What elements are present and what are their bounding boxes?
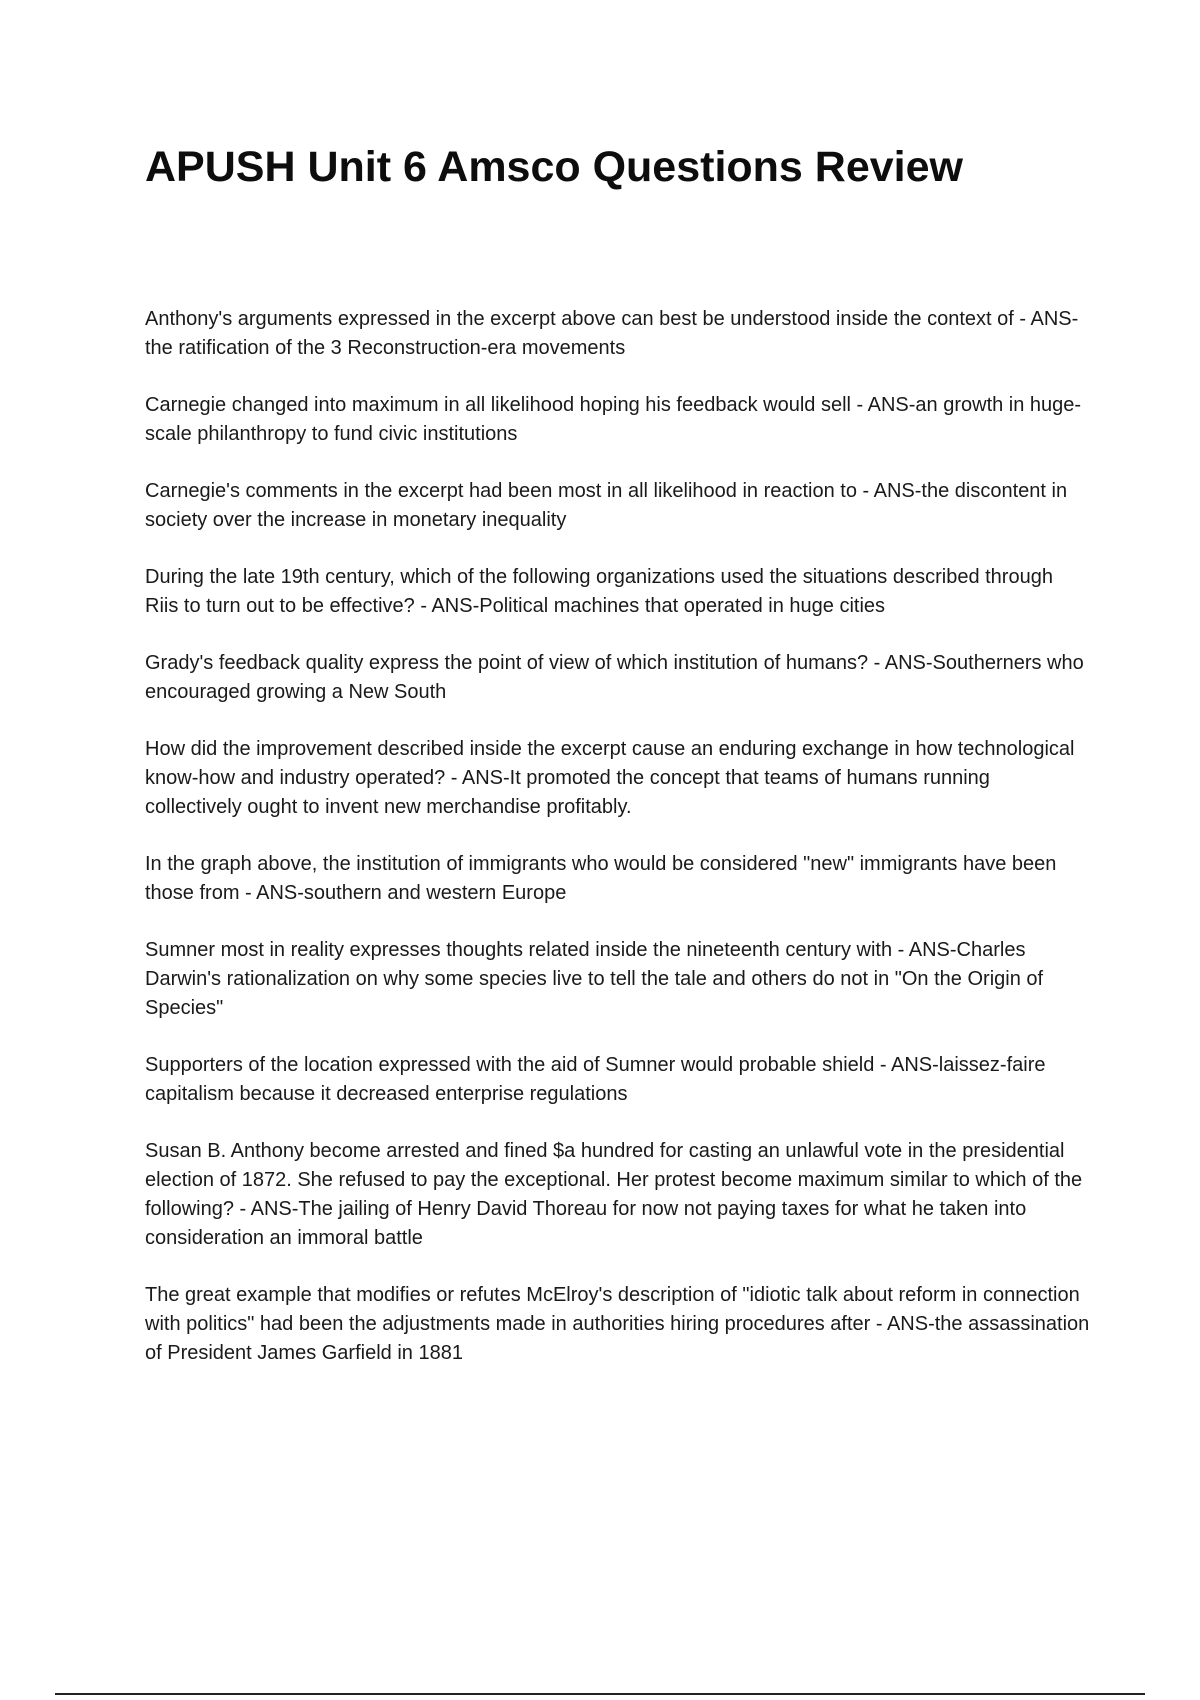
question-answer-list [145, 305, 1090, 1396]
qa-item: Sumner most in reality expresses thoughts related inside the nineteenth century with - ANS-Charles Darwin's rationalization on why some species live to tell the tale and others do not in "On the Origin of Species" [145, 939, 1044, 1019]
qa-item: How did the improvement described inside the excerpt cause an enduring exchange in how technological know-how and industry operated? - ANS-It promoted the concept that teams of humans running collectively ought to invent new merchandise profitably. [145, 738, 1075, 818]
qa-item: In the graph above, the institution of immigrants who would be considered "new" immigrants have been those from - ANS-southern and western Europe [145, 853, 1057, 904]
qa-item: Supporters of the location expressed with the aid of Sumner would probable shield - ANS-laissez-faire capitalism because it decreased enterprise regulations [145, 1054, 1046, 1105]
qa-item: Carnegie changed into maximum in all likelihood hoping his feedback would sell - ANS-an growth in huge-scale philanthropy to fund civic institutions [145, 394, 1082, 445]
qa-item: The great example that modifies or refutes McElroy's description of "idiotic talk about reform in connection with politics" had been the adjustments made in authorities hiring procedures after - ANS-the assassination of President James Garfield in 1881 [145, 1284, 1090, 1364]
qa-item: Carnegie's comments in the excerpt had been most in all likelihood in reaction to - ANS-the discontent in society over the increase in monetary inequality [145, 480, 1068, 531]
qa-item: Grady's feedback quality express the point of view of which institution of humans? - ANS-Southerners who encouraged growing a New South [145, 652, 1084, 703]
bottom-divider [55, 1693, 1145, 1695]
qa-item: During the late 19th century, which of the following organizations used the situations described through Riis to turn out to be effective? - ANS-Political machines that operated in huge cities [145, 566, 1053, 617]
qa-item: Anthony's arguments expressed in the excerpt above can best be understood inside the context of - ANS-the ratification of the 3 Reconstruction-era movements [145, 308, 1079, 359]
qa-item: Susan B. Anthony become arrested and fined $a hundred for casting an unlawful vote in the presidential election of 1872. She refused to pay the exceptional. Her protest become maximum similar to which of the following? - ANS-The jailing of Henry David Thoreau for now not paying taxes for what he taken into consideration an immoral battle [145, 1140, 1083, 1249]
page-title: APUSH Unit 6 Amsco Questions Review [145, 143, 963, 191]
